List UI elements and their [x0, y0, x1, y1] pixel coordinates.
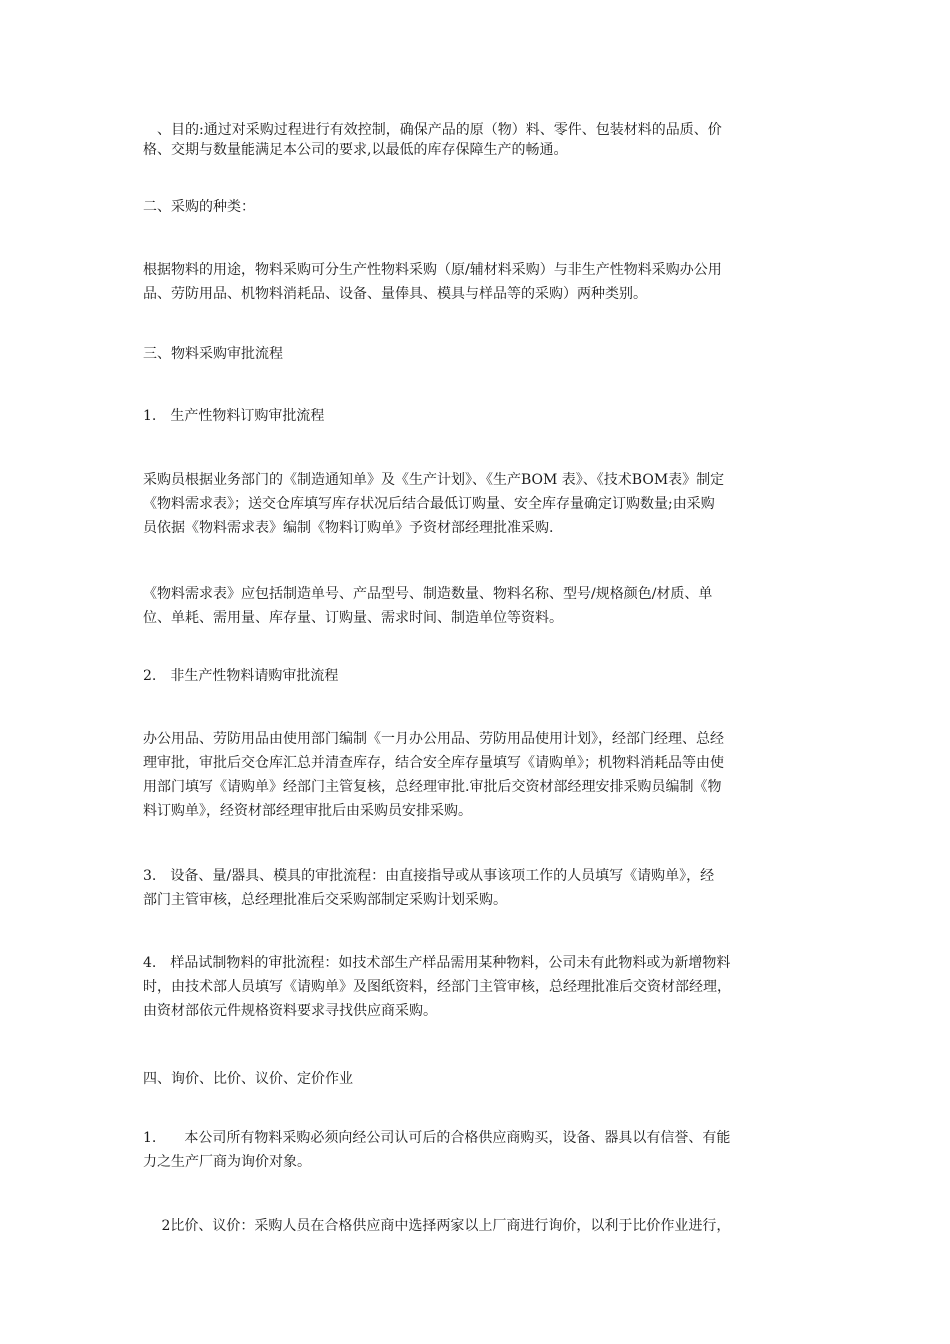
heading-text: 四、询价、比价、议价、定价作业: [143, 1071, 353, 1087]
text-line: 办公用品、劳防用品由使用部门编制《一月办公用品、劳防用品使用计划》，经部门经理、总经: [143, 731, 724, 747]
text-line: 4. 样品试制物料的审批流程：如技术部生产样品需用某种物料，公司未有此物料或为新增物料: [143, 955, 731, 971]
heading-text: 1. 生产性物料订购审批流程: [143, 408, 325, 424]
text-line: 用部门填写《请购单》经部门主管复核，总经理审批.审批后交资材部经理安排采购员编制《物: [143, 779, 722, 795]
text-line: 位、单耗、需用量、库存量、订购量、需求时间、制造单位等资料。: [143, 610, 563, 626]
inquiry-paragraph-2: [143, 1214, 823, 1238]
subheading-non-production-materials: [143, 666, 823, 686]
purpose-paragraph: [143, 120, 823, 160]
section-heading-types: [143, 197, 823, 217]
text-line: 1. 本公司所有物料采购必须向经公司认可后的合格供应商购买，设备、器具以有信誉、有能: [143, 1130, 731, 1146]
types-paragraph: [143, 258, 823, 306]
text-line: 力之生产厂商为询价对象。: [143, 1154, 311, 1170]
text-line: 采购员根据业务部门的《制造通知单》及《生产计划》、《生产BOM 表》、《技术BOM表》制定: [143, 472, 725, 488]
text-line: 料订购单》，经资材部经理审批后由采购员安排采购。: [143, 803, 472, 819]
heading-text: 二、采购的种类：: [143, 199, 255, 215]
sample-approval-paragraph: [143, 951, 823, 1023]
text-line: 品、劳防用品、机物料消耗品、设备、量俸具、模具与样品等的采购）两种类别。: [143, 286, 647, 302]
requirement-form-paragraph: [143, 582, 823, 630]
text-line: 格、交期与数量能满足本公司的要求,以最低的库存保障生产的畅通。: [143, 142, 568, 158]
text-line: 部门主管审核，总经理批准后交采购部制定采购计划采购。: [143, 892, 507, 908]
text-line: 理审批，审批后交仓库汇总并清查库存，结合安全库存量填写《请购单》；机物料消耗品等由使: [143, 755, 724, 771]
text-line: 《物料需求表》应包括制造单号、产品型号、制造数量、物料名称、型号/规格颜色/材质、单: [143, 586, 713, 602]
text-line: 《物料需求表》；送交仓库填写库存状况后结合最低订购量、安全库存量确定订购数量;由采购: [143, 496, 715, 512]
subheading-production-materials: [143, 406, 823, 426]
text-line: 、目的:通过对采购过程进行有效控制，确保产品的原（物）料、零件、包装材料的品质、价: [143, 122, 722, 138]
text-line: 3. 设备、量/器具、模具的审批流程：由直接指导或从事该项工作的人员填写《请购单》，经: [143, 868, 715, 884]
text-line: 根据物料的用途，物料采购可分生产性物料采购（原/辅材料采购）与非生产性物料采购办公用: [143, 262, 722, 278]
section-heading-inquiry: [143, 1069, 823, 1089]
text-line: 员依据《物料需求表》编制《物料订购单》予资材部经理批准采购.: [143, 520, 554, 536]
heading-text: 三、物料采购审批流程: [143, 346, 283, 362]
equipment-approval-paragraph: [143, 864, 823, 912]
production-materials-paragraph: [143, 468, 823, 540]
non-production-materials-paragraph: [143, 727, 823, 823]
inquiry-paragraph-1: [143, 1126, 823, 1174]
text-line: 2比价、议价：采购人员在合格供应商中选择两家以上厂商进行询价，以利于比价作业进行，: [143, 1218, 731, 1234]
text-line: 时，由技术部人员填写《请购单》及图纸资料，经部门主管审核，总经理批准后交资材部经理，: [143, 979, 731, 995]
text-line: 由资材部依元件规格资料要求寻找供应商采购。: [143, 1003, 437, 1019]
heading-text: 2. 非生产性物料请购审批流程: [143, 668, 339, 684]
section-heading-approval: [143, 344, 823, 364]
